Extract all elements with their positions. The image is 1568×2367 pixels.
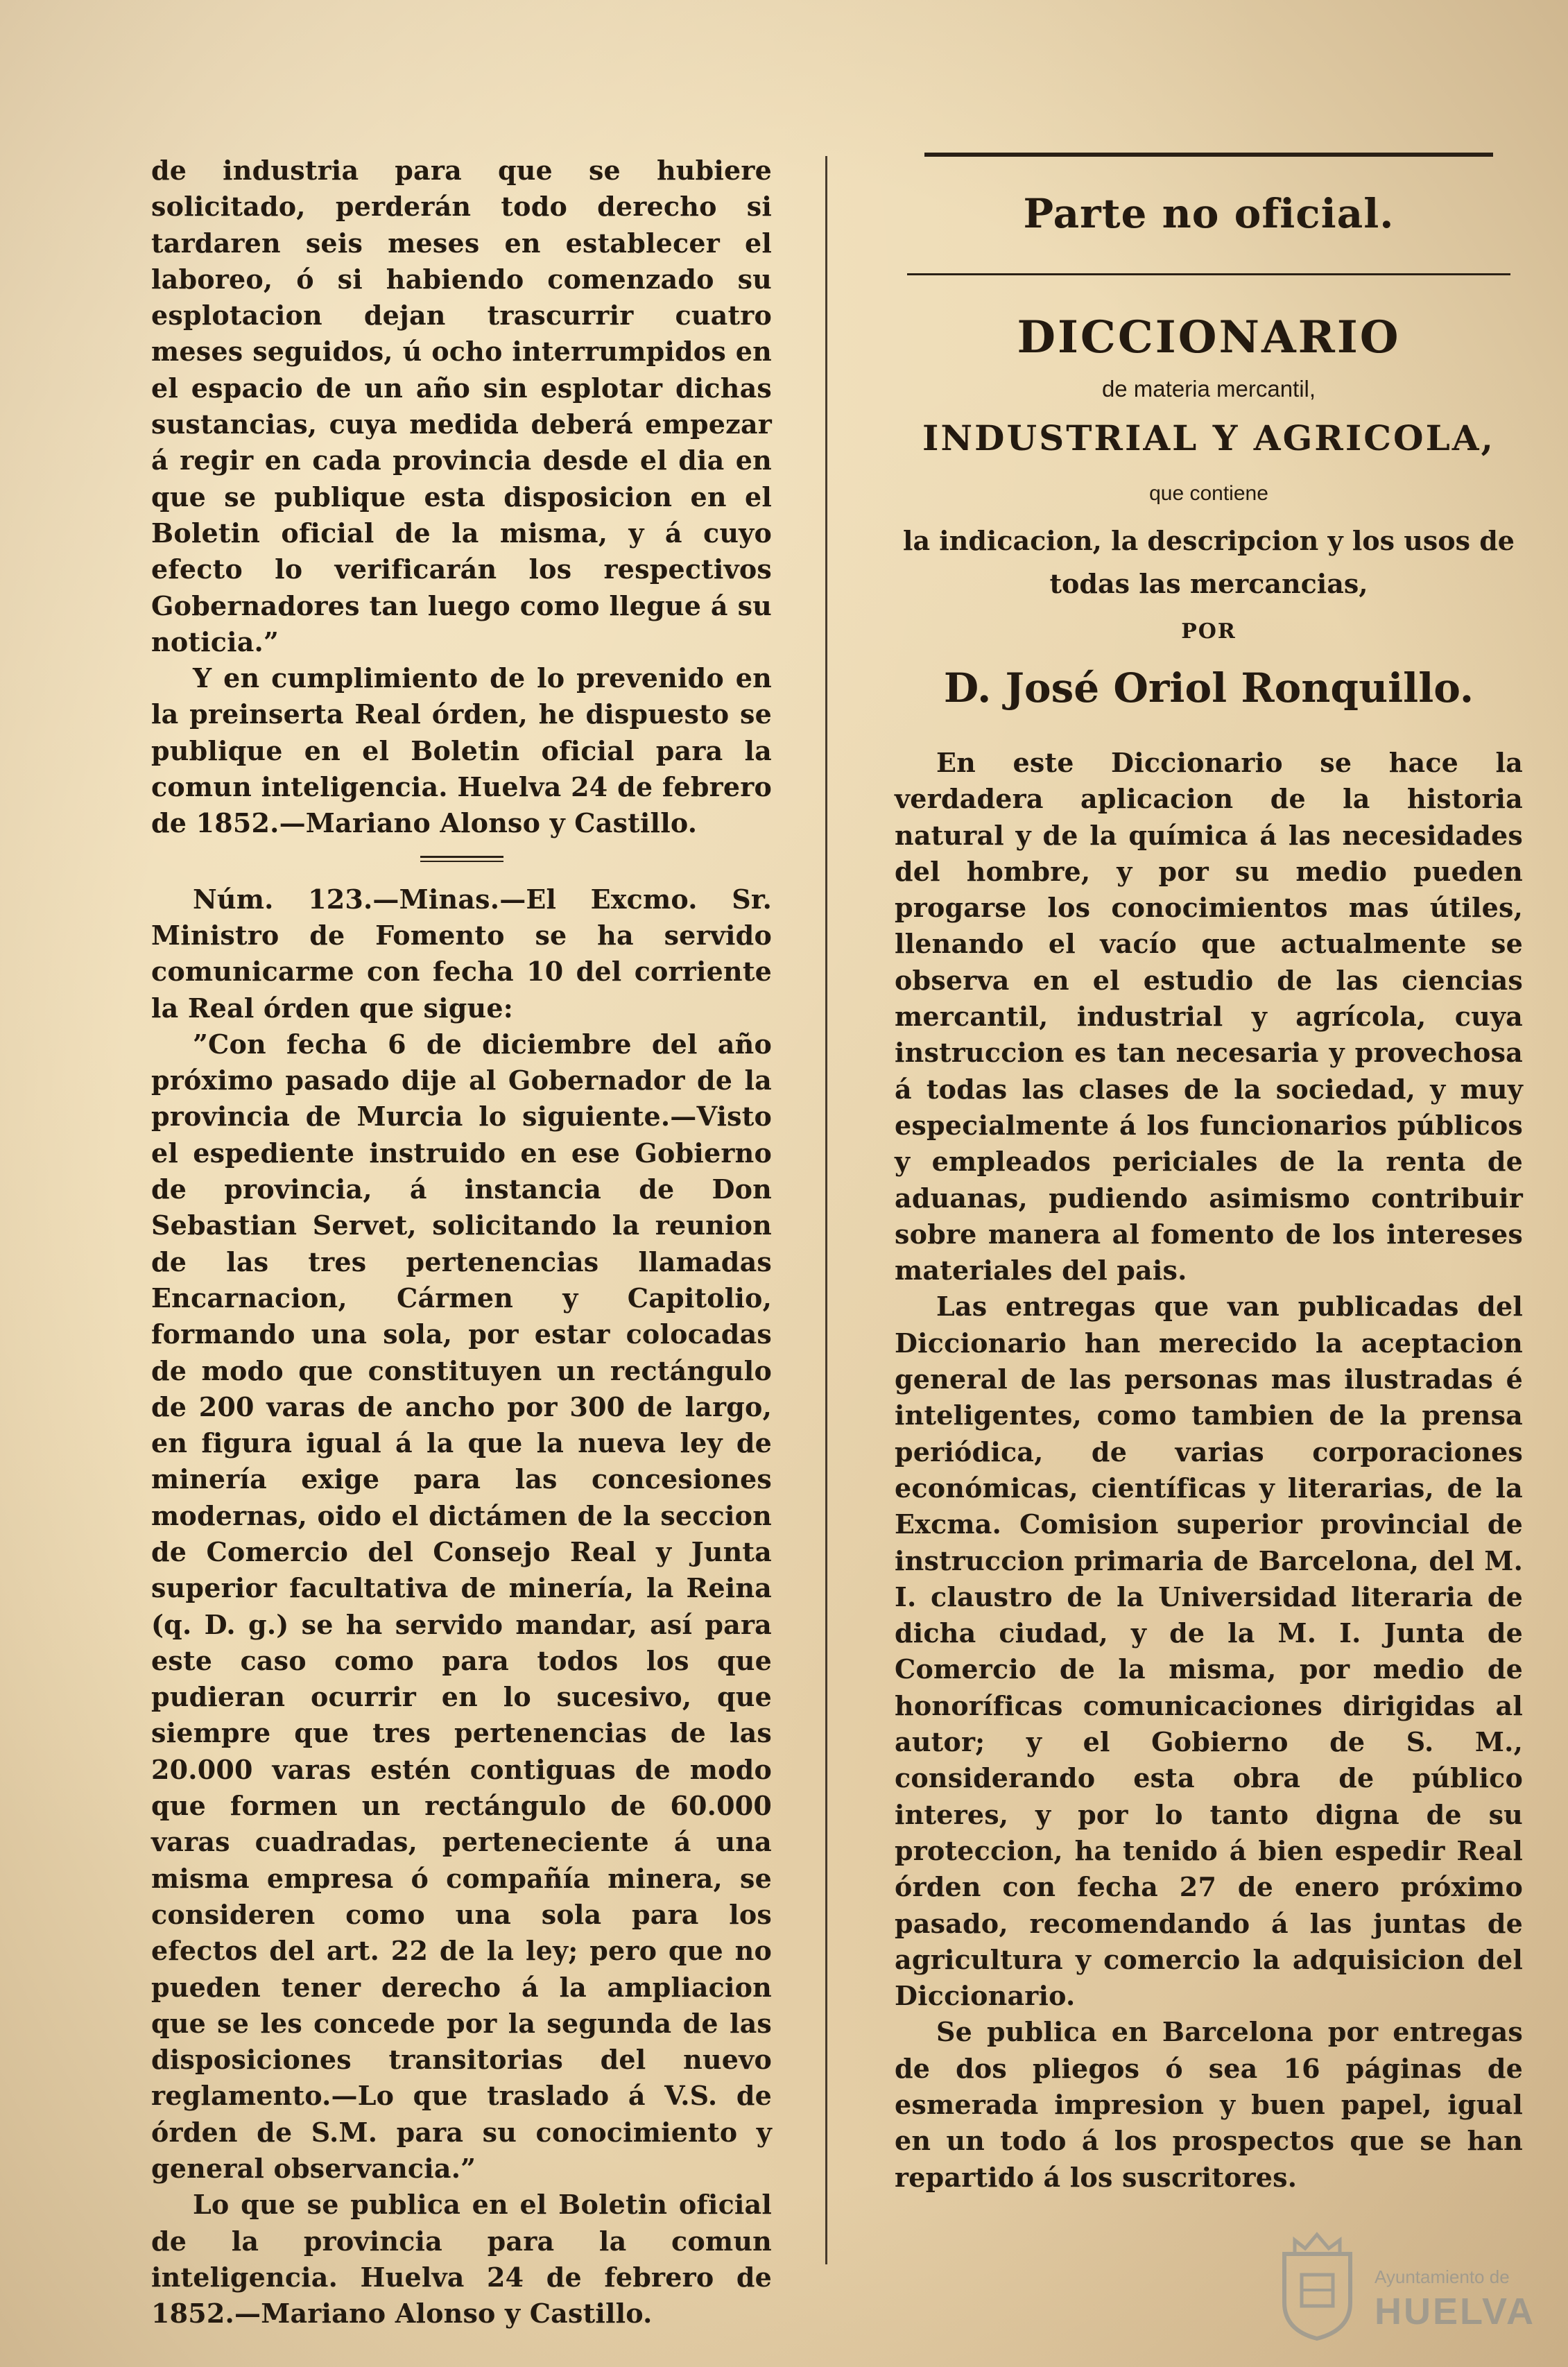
right-column bbox=[895, 153, 1523, 2196]
left-paragraph-2: Y en cumplimiento de lo prevenido en la preinserta Real órden, he dispuesto se publique en el Boletin oficial para la comun inteligencia. Huelva 24 de febrero de 1852.—Mariano Alonso y Castillo. bbox=[151, 662, 772, 839]
dictionary-subtitle-4a: la indicacion, la descripcion y los usos de bbox=[903, 525, 1515, 556]
left-paragraph-1: de industria para que se hubiere solicitado, perderán todo derecho si tardaren seis meses en establecer el laboreo, ó si habiendo comenzado su esplotacion dejan trascurrir cuatro meses seguidos, ú ocho interrumpidos en el espacio de un año sin esplotar dichas sustancias, cuya medida deberá empezar á regir en cada provincia desde el dia en que se publique esta disposicion en el Boletin oficial de la misma, y á cuyo efecto lo verificarán los respectivos Gobernadores tan luego como llegue á su noticia.” bbox=[151, 155, 772, 657]
left-paragraph-4: ”Con fecha 6 de diciembre del año próximo pasado dije al Gobernador de la provincia de Murcia lo siguiente.—Visto el espediente instruido en ese Gobierno de provincia, á instancia de Don Sebastian Servet, solicitando la reunion de las tres pertenencias llamadas Encarnacion, Cármen y Capitolio, formando una sola, por estar colocadas de modo que constituyen un rectángulo de 200 varas de ancho por 300 de largo, en figura igual á la que la nueva ley de minería exige para las concesiones modernas, oido el dictámen de la seccion de Comercio del Consejo Real y Junta superior facultativa de minería, la Reina (q. D. g.) se ha servido mandar, así para este caso como para todos los que pudieran ocurrir en lo sucesivo, que siempre que tres pertenencias de las 20.000 varas estén contiguas de modo que formen un rectángulo de 60.000 varas cuadradas, perteneciente á una misma empresa ó compañía minera, se consideren como una sola para los efectos del art. 22 de la ley; pero que no pueden tener derecho á la ampliacion que se les concede por la segunda de las disposiciones transitorias del nuevo reglamento.—Lo que traslado á V.S. de órden de S.M. para su conocimiento y general observancia.” bbox=[151, 1028, 772, 2185]
right-paragraph-1: En este Diccionario se hace la verdadera aplicacion de la historia natural y de la química á las necesidades del hombre, y por su medio pueden progarse los conocimientos mas útiles, llenando el vacío que actualmente se observa en el estudio de las ciencias mercantil, industrial y agrícola, cuya instruccion es tan necesaria y provechosa á todas las clases de la sociedad, y muy especialmente á los funcionarios públicos y empleados periciales de la renta de aduanas, pudiendo asimismo contribuir sobre manera al fomento de los intereses materiales del pais. bbox=[895, 747, 1523, 1286]
dictionary-title: DICCIONARIO bbox=[1017, 311, 1401, 363]
left-paragraph-5: Lo que se publica en el Boletin oficial de la provincia para la comun inteligencia. Huelva 24 de febrero de 1852.—Mariano Alonso y Castillo. bbox=[151, 2189, 772, 2330]
dictionary-subtitle-3: que contiene bbox=[1149, 482, 1268, 505]
section-title: Parte no oficial. bbox=[1023, 190, 1395, 237]
watermark-small-text: Ayuntamiento de bbox=[1375, 2266, 1510, 2287]
section-separator bbox=[420, 856, 503, 862]
watermark-big-text: HUELVA bbox=[1375, 2291, 1535, 2332]
dictionary-subtitle-4b: todas las mercancias, bbox=[1049, 568, 1368, 599]
column-divider bbox=[825, 156, 827, 2264]
archive-watermark bbox=[1270, 2226, 1534, 2351]
dictionary-subtitle-1: de materia mercantil, bbox=[1101, 376, 1316, 402]
right-paragraph-2: Las entregas que van publicadas del Diccionario han merecido la aceptacion general de las personas mas ilustradas é inteligentes, como tambien de la prensa periódica, de varias corporaciones económicas, científicas y literarias, de la Excma. Comision superior provincial de instruccion primaria de Barcelona, del M. I. claustro de la Universidad literaria de dicha ciudad, y de la M. I. Junta de Comercio de la misma, por medio de honoríficas comunicaciones dirigidas al autor; y el Gobierno de S. M., considerando esta obra de público interes, y por lo tanto digna de su proteccion, ha tenido á bien espedir Real órden con fecha 27 de enero próximo pasado, recomendando á las juntas de agricultura y comercio la adquisicion del Diccionario. bbox=[895, 1291, 1523, 2012]
left-paragraph-3: Núm. 123.—Minas.—El Excmo. Sr. Ministro de Fomento se ha servido comunicarme con fecha 10 del corriente la Real órden que sigue: bbox=[151, 883, 772, 1024]
coat-of-arms-icon bbox=[1270, 2226, 1364, 2341]
title-rule bbox=[907, 273, 1510, 275]
top-rule bbox=[924, 153, 1493, 157]
dictionary-subtitle-2: INDUSTRIAL Y AGRICOLA, bbox=[922, 418, 1495, 458]
by-label: POR bbox=[1181, 619, 1237, 644]
author-name: D. José Oriol Ronquillo. bbox=[943, 664, 1474, 712]
right-paragraph-3: Se publica en Barcelona por entregas de dos pliegos ó sea 16 páginas de esmerada impresion y buen papel, igual en un todo á los prospectos que se han repartido á los suscritores. bbox=[895, 2016, 1523, 2193]
left-column bbox=[151, 153, 772, 2332]
